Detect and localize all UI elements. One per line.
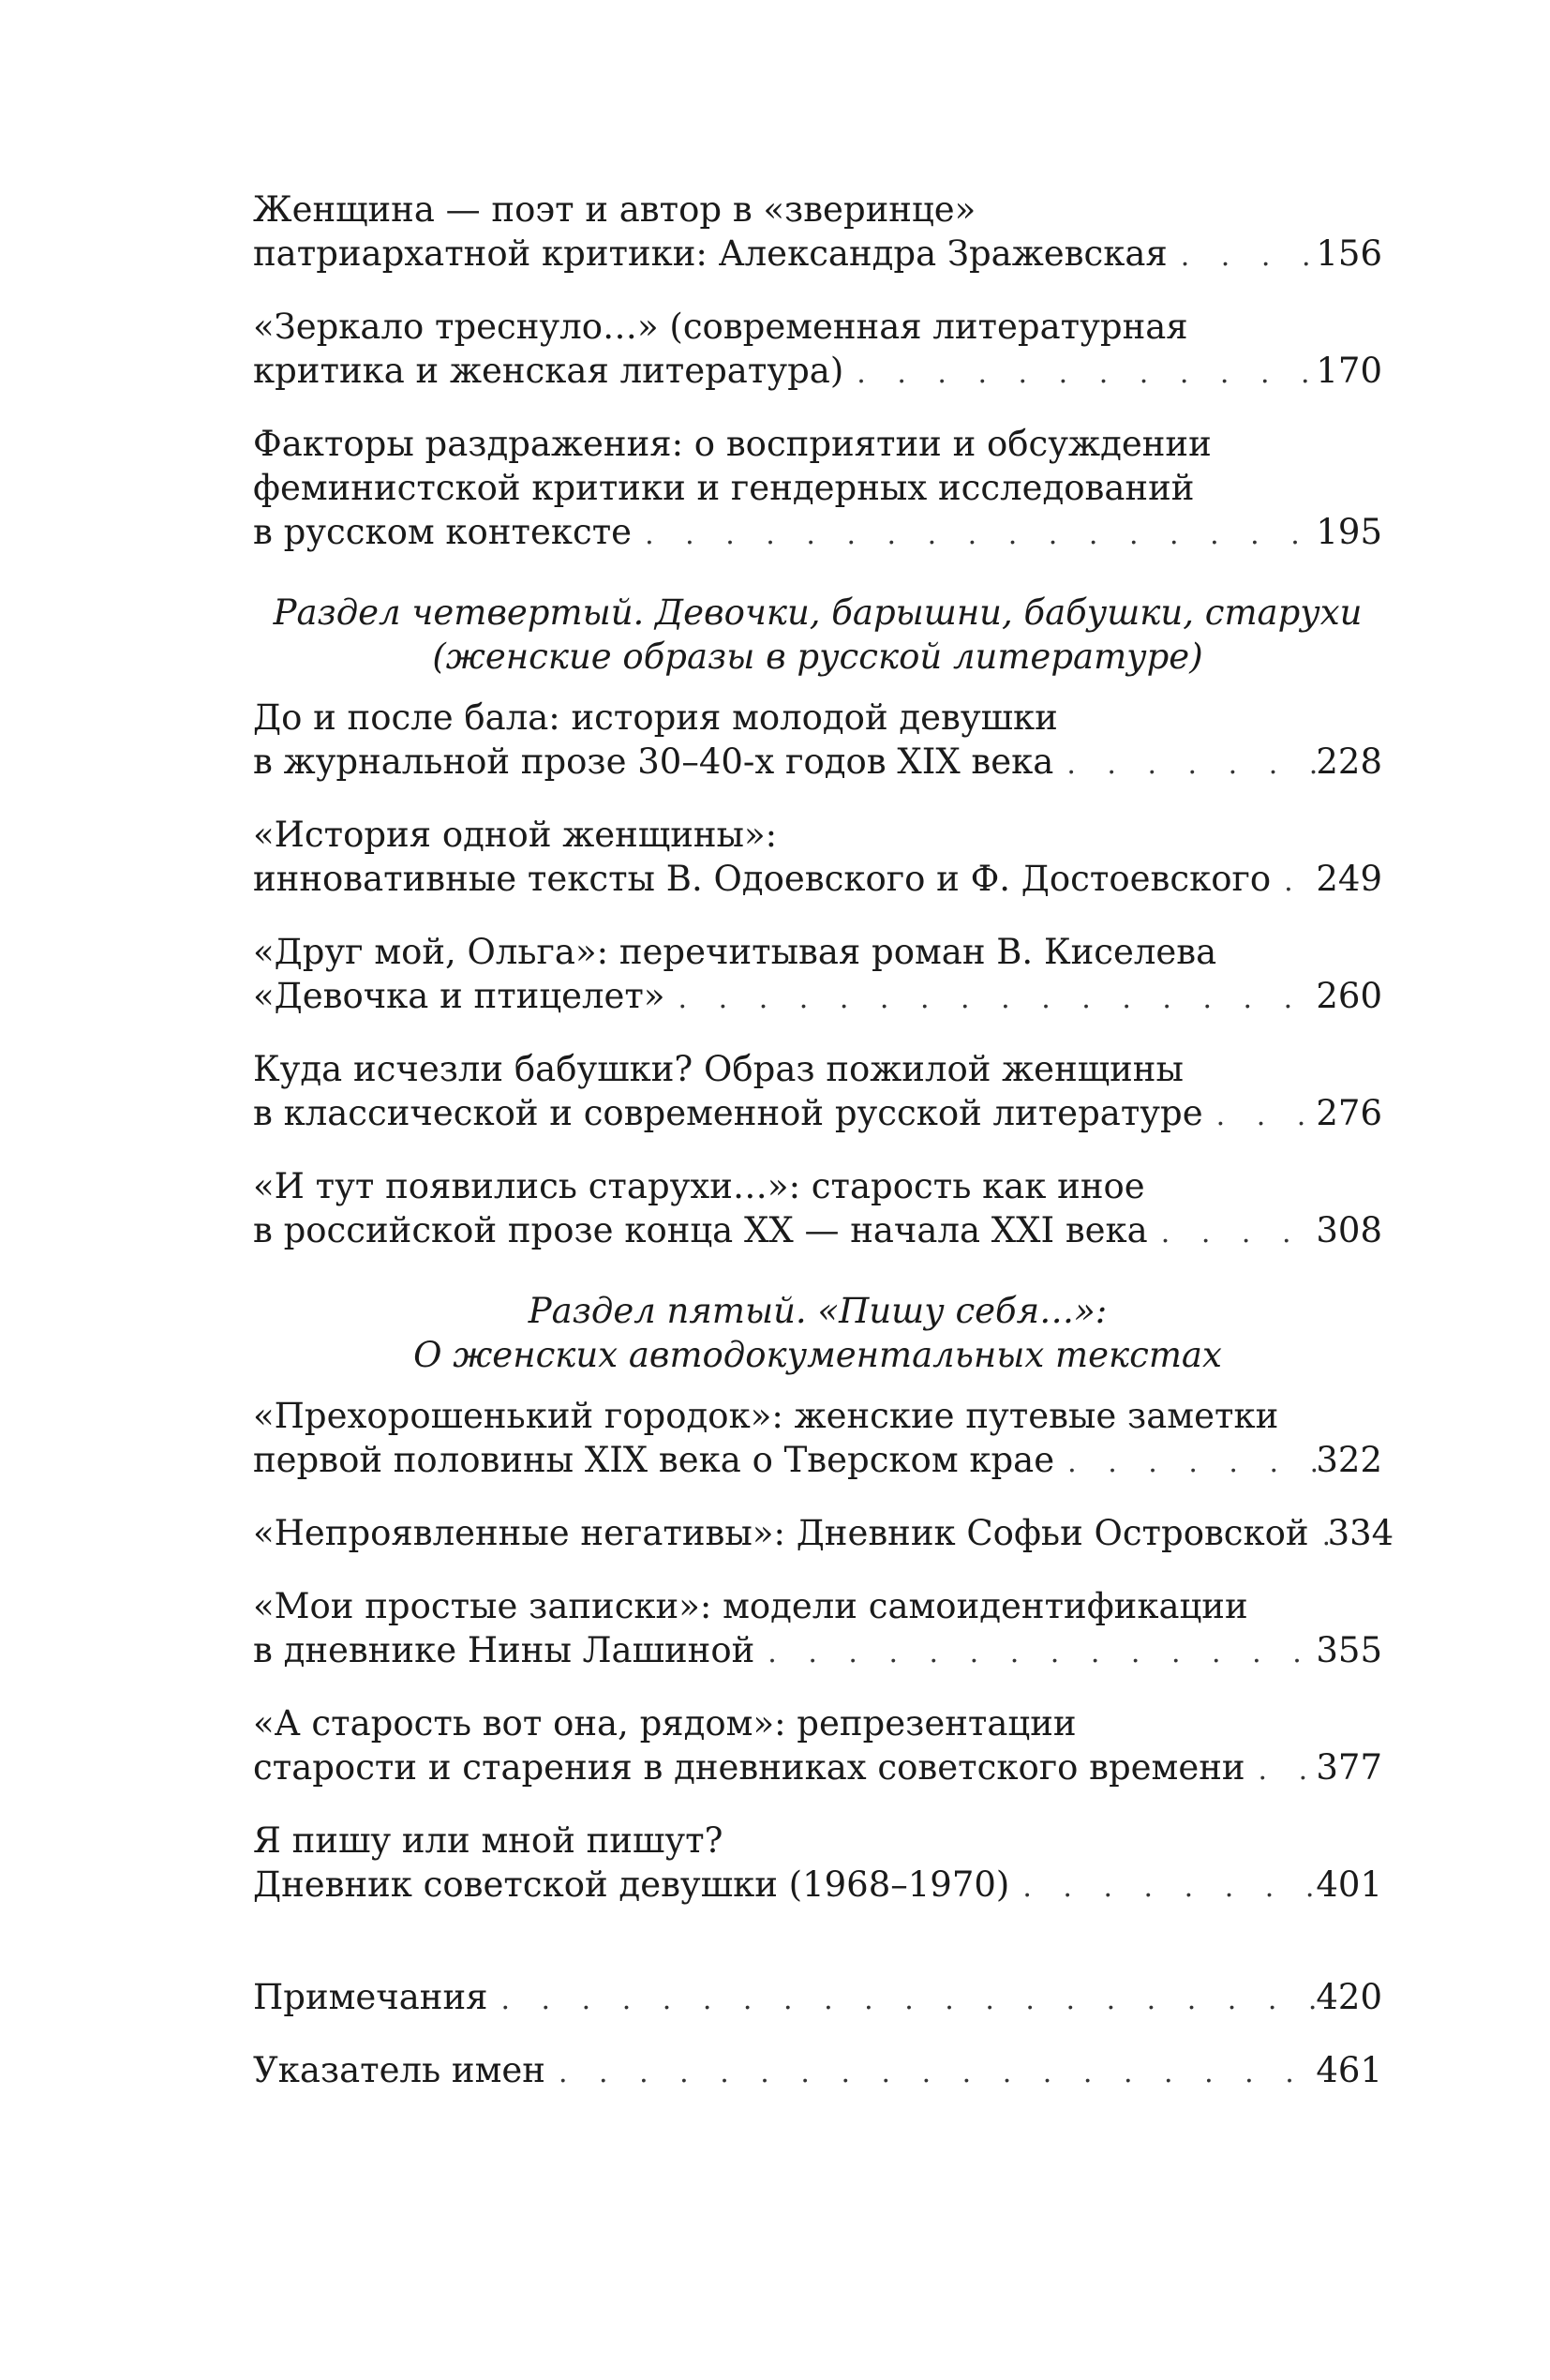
page-number: 308 xyxy=(1316,1210,1382,1250)
page-number: 420 xyxy=(1316,1977,1382,2017)
toc-entry[interactable] xyxy=(253,187,1382,278)
entry-title-line: До и после бала: история молодой девушки xyxy=(253,697,1058,738)
entry-title-line: Женщина — поэт и автор в «зверинце» xyxy=(253,189,976,230)
page-number: 334 xyxy=(1327,1513,1394,1553)
entry-title-line: Примечания xyxy=(253,1977,488,2017)
dot-leader xyxy=(843,352,1316,396)
page-number: 170 xyxy=(1316,351,1382,391)
entry-title-line: «Зеркало треснуло…» (современная литературная xyxy=(253,307,1188,347)
page-number: 195 xyxy=(1316,512,1382,552)
dot-leader xyxy=(1054,1441,1316,1485)
page-number: 461 xyxy=(1316,2050,1382,2090)
entry-title-line: Факторы раздражения: о восприятии и обсуждении xyxy=(253,424,1212,464)
page-number: 355 xyxy=(1316,1630,1382,1670)
toc-entry[interactable] xyxy=(253,1701,1382,1792)
section-heading-line: Раздел пятый. «Пишу себя…»: xyxy=(528,1291,1108,1331)
dot-leader xyxy=(1009,1865,1316,1909)
entry-title-line: инновативные тексты В. Одоевского и Ф. Достоевского xyxy=(253,859,1272,899)
toc-entry[interactable] xyxy=(253,305,1382,396)
toc-entry[interactable] xyxy=(253,813,1382,904)
toc-entry[interactable] xyxy=(253,1819,1382,1909)
entry-title-line: старости и старения в дневниках советского времени xyxy=(253,1747,1245,1788)
section-heading-5 xyxy=(253,1289,1382,1377)
dot-leader xyxy=(1271,860,1316,904)
entry-title-line: «История одной женщины»: xyxy=(253,815,778,855)
toc-entry[interactable] xyxy=(253,1164,1382,1255)
section-heading-4 xyxy=(253,591,1382,679)
entry-title-line: «Мои простые записки»: модели самоидентификации xyxy=(253,1586,1248,1626)
entry-title-line: «Прехорошенький городок»: женские путевые заметки xyxy=(253,1396,1279,1436)
page-number: 260 xyxy=(1316,976,1382,1016)
toc-entry-notes[interactable] xyxy=(253,1975,1382,2022)
entry-title-line: «Друг мой, Ольга»: перечитывая роман В. Киселева xyxy=(253,932,1217,972)
page-number: 322 xyxy=(1316,1440,1382,1480)
spacer xyxy=(253,1936,1382,1975)
page-number: 377 xyxy=(1316,1747,1382,1788)
toc-entry-index[interactable] xyxy=(253,2048,1382,2095)
entry-title-line: Указатель имен xyxy=(253,2050,545,2090)
page-number: 156 xyxy=(1316,233,1382,274)
dot-leader xyxy=(1053,742,1316,786)
dot-leader xyxy=(1168,234,1317,278)
entry-title-line: Я пишу или мной пишут? xyxy=(253,1820,723,1861)
table-of-contents xyxy=(253,187,1394,2121)
entry-title-line: критика и женская литература) xyxy=(253,351,844,391)
section-heading-line: (женские образы в русской литературе) xyxy=(432,636,1203,677)
entry-title-line: феминистской критики и гендерных исследований xyxy=(253,468,1195,508)
page-number: 228 xyxy=(1316,741,1382,782)
page-number: 401 xyxy=(1316,1864,1382,1905)
toc-entry[interactable] xyxy=(253,930,1382,1021)
entry-title-line: в журнальной прозе 30–40-х годов XIX века xyxy=(253,741,1054,782)
dot-leader xyxy=(1309,1514,1328,1558)
dot-leader xyxy=(1148,1211,1317,1255)
dot-leader xyxy=(665,977,1317,1021)
toc-entry[interactable] xyxy=(253,1047,1382,1138)
dot-leader xyxy=(545,2051,1316,2095)
entry-title-line: в дневнике Нины Лашиной xyxy=(253,1630,755,1670)
dot-leader xyxy=(487,1978,1316,2022)
section-heading-line: О женских автодокументальных текстах xyxy=(413,1335,1222,1375)
page-number: 249 xyxy=(1316,859,1382,899)
toc-entry[interactable] xyxy=(253,1394,1382,1485)
page-number: 276 xyxy=(1316,1093,1382,1133)
entry-title-line: Куда исчезли бабушки? Образ пожилой женщины xyxy=(253,1049,1184,1089)
entry-title-line: «И тут появились старухи…»: старость как иное xyxy=(253,1166,1145,1206)
entry-title-line: «Девочка и птицелет» xyxy=(253,976,665,1016)
dot-leader xyxy=(1203,1094,1317,1138)
entry-title-line: первой половины XIX века о Тверском крае xyxy=(253,1440,1055,1480)
entry-title-line: «Непроявленные негативы»: Дневник Софьи Островской xyxy=(253,1513,1309,1553)
toc-entry[interactable] xyxy=(253,422,1382,557)
dot-leader xyxy=(1245,1748,1317,1792)
entry-title-line: «А старость вот она, рядом»: репрезентации xyxy=(253,1703,1077,1744)
entry-title-line: в русском контексте xyxy=(253,512,633,552)
toc-entry[interactable] xyxy=(253,1584,1382,1675)
entry-title-line: патриархатной критики: Александра Зражевская xyxy=(253,233,1168,274)
dot-leader xyxy=(754,1631,1316,1675)
entry-title-line: в российской прозе конца XX — начала XXI века xyxy=(253,1210,1148,1250)
toc-entry[interactable] xyxy=(253,696,1382,786)
entry-title-line: Дневник советской девушки (1968–1970) xyxy=(253,1864,1010,1905)
dot-leader xyxy=(632,513,1316,557)
entry-title-line: в классической и современной русской литературе xyxy=(253,1093,1203,1133)
section-heading-line: Раздел четвертый. Девочки, барышни, бабушки, старухи xyxy=(273,592,1363,633)
toc-entry[interactable] xyxy=(253,1511,1394,1558)
